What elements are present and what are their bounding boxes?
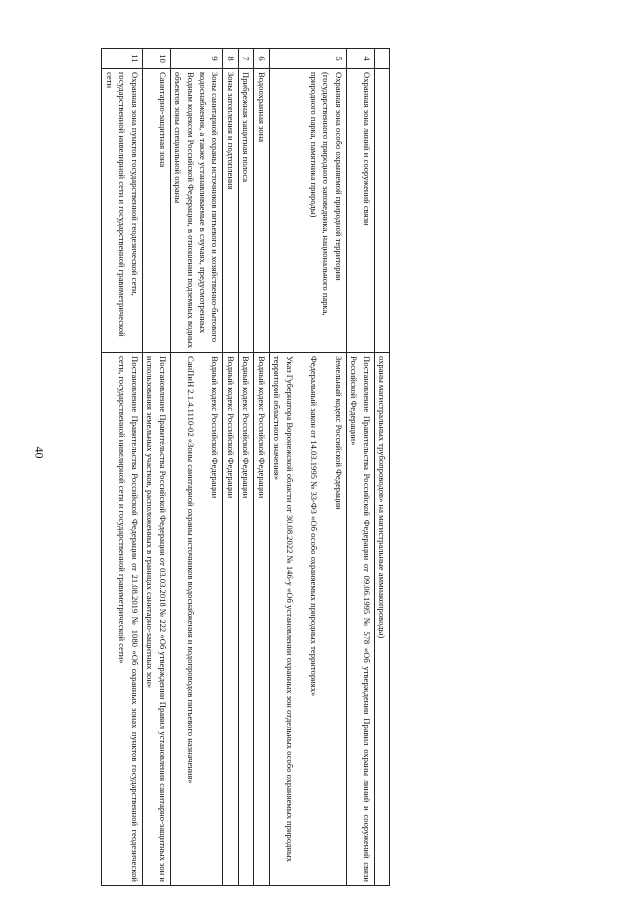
zone-name: Охранная зона пунктов государственной геодезической сети, государственной нивелирной сети и государственной гравиметрической сети [102, 69, 142, 353]
zone-name: Зоны затопления и подтопления [223, 69, 238, 353]
zone-name: Охранная зона линий и сооружений связи [346, 69, 374, 353]
table-row [374, 49, 389, 886]
row-number: 4 [346, 49, 374, 69]
legal-basis: Земельный кодекс Российской Федерации Федеральный закон от 14.03.1995 № 33-ФЗ «Об особо охраняемых природных территориях» Указ Губернатора Воронежской области от 30.08.2022 № 146-у «Об установлении охранных зон отдельных особо охраняемых природных территорий областного значения» [269, 353, 346, 886]
row-number: 5 [269, 49, 346, 69]
table-row [170, 49, 223, 886]
row-number: 6 [254, 49, 269, 69]
row-number: 10 [142, 49, 170, 69]
table-row [346, 49, 374, 886]
row-number: 9 [170, 49, 223, 69]
zone-name: Охранная зона особо охраняемой природной территории (государственного природного заповедника, национального парка, природного парка, памятника природы) [269, 69, 346, 353]
continuation-cell: охраны магистральных трубопроводов» на магистральные аммиакопроводы) [374, 353, 389, 886]
row-number: 11 [102, 49, 142, 69]
row-number: 8 [223, 49, 238, 69]
table-row [102, 49, 142, 886]
legal-basis: Водный кодекс Российской Федерации [223, 353, 238, 886]
table-row [269, 49, 346, 886]
legal-basis: Водный кодекс Российской Федерации [238, 353, 253, 886]
table-row [238, 49, 253, 886]
zone-name: Санитарно-защитная зона [142, 69, 170, 353]
zone-name: Водоохранная зона [254, 69, 269, 353]
legal-basis: Водный кодекс Российской Федерации СанПиН 2.1.4.1110-02 «Зоны санитарной охраны источников водоснабжения и водопроводов питьевого назначения» [170, 353, 223, 886]
table-row [254, 49, 269, 886]
row-number: 7 [238, 49, 253, 69]
page-number: 40 [32, 446, 47, 459]
zone-name: Зоны санитарной охраны источников питьевого и хозяйственно-бытового водоснабжения, а также устанавливаемые в случаях, предусмотренных Водным кодексом Российской Федерации, в отношении подземных водных объектов зоны специальной охраны [170, 69, 223, 353]
zone-name: Прибрежная защитная полоса [238, 69, 253, 353]
legal-basis: Постановление Правительства Российской Федерации от 03.03.2018 № 222 «Об утверждении Правил установления санитарно-защитных зон и использования земельных участков, расположенных в границах санитарно-защитных зон» [142, 353, 170, 886]
table-row [142, 49, 170, 886]
legal-basis: Водный кодекс Российской Федерации [254, 353, 269, 886]
legal-basis: Постановление Правительства Российской Федерации от 21.08.2019 № 1080 «Об охранных зонах пунктов государственной геодезической сети, государственной нивелирной сети и государственной гравиметрической сети» [102, 353, 142, 886]
table-row [223, 49, 238, 886]
zones-table [101, 48, 390, 886]
legal-basis: Постановление Правительства Российской Федерации от 09.06.1995 № 578 «Об утверждении Правил охраны линий и сооружений связи Российской Федерации» [346, 353, 374, 886]
document-page [80, 48, 390, 885]
